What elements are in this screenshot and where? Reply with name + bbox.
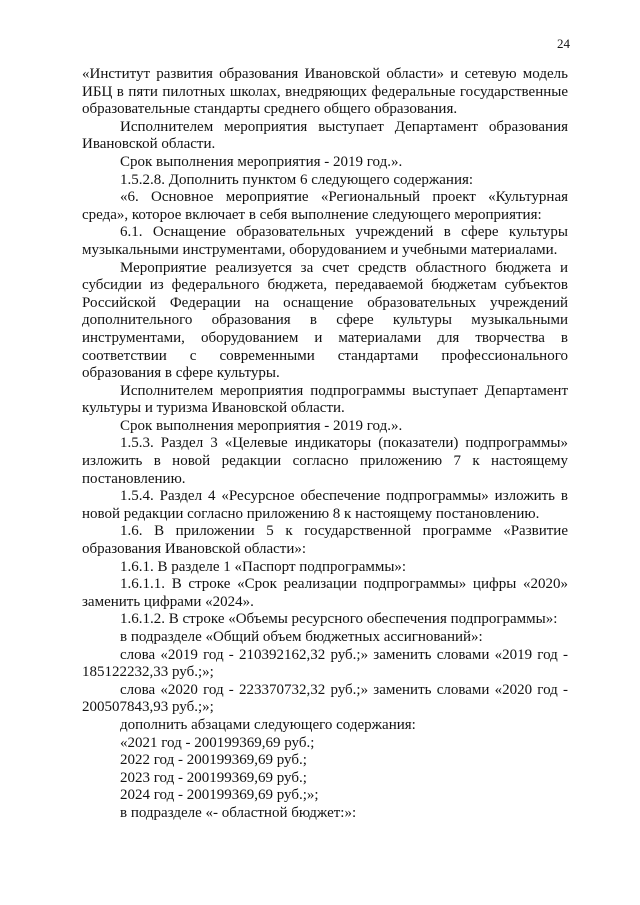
paragraph: слова «2020 год - 223370732,32 руб.;» заменить словами «2020 год - 200507843,93 руб.;»; <box>82 681 568 716</box>
paragraph: 1.5.3. Раздел 3 «Целевые индикаторы (показатели) подпрограммы» изложить в новой редакции согласно приложению 7 к настоящему постановлению. <box>82 435 568 487</box>
page-number: 24 <box>557 36 570 51</box>
paragraph: дополнить абзацами следующего содержания: <box>120 716 416 733</box>
paragraph: «Институт развития образования Ивановской области» и сетевую модель ИБЦ в пяти пилотных школах, внедряющих федеральные государственные образовательные стандарты среднего общего образования. <box>82 66 568 118</box>
paragraph: 2023 год - 200199369,69 руб.; <box>120 769 307 786</box>
paragraph: 2022 год - 200199369,69 руб.; <box>120 752 307 769</box>
paragraph: слова «2019 год - 210392162,32 руб.;» заменить словами «2019 год - 185122232,33 руб.;»; <box>82 646 568 681</box>
paragraph: 1.5.4. Раздел 4 «Ресурсное обеспечение подпрограммы» изложить в новой редакции согласно приложению 8 к настоящему постановлению. <box>82 488 568 522</box>
paragraph: «2021 год - 200199369,69 руб.; <box>120 734 315 751</box>
paragraph: Мероприятие реализуется за счет средств областного бюджета и субсидии из федерального бюджета, передаваемой бюджетам субъектов Российской Федерации на оснащение образовательных учреждений дополнительного образования в сфере культуры музыкальными инструментами, оборудованием и материалами для творчества в соответствии с современными стандартами профессионального образования в сфере культуры. <box>82 259 568 382</box>
paragraph: в подразделе «- областной бюджет:»: <box>120 804 357 821</box>
paragraph: 1.6.1. В разделе 1 «Паспорт подпрограммы»: <box>120 558 407 575</box>
paragraph: в подразделе «Общий объем бюджетных ассигнований»: <box>120 629 483 645</box>
paragraph: 1.5.2.8. Дополнить пунктом 6 следующего содержания: <box>120 171 474 188</box>
paragraph: «6. Основное мероприятие «Региональный проект «Культурная среда», которое включает в себя выполнение следующего мероприятия: <box>82 189 568 223</box>
paragraph: 1.6.1.1. В строке «Срок реализации подпрограммы» цифры «2020» заменить цифрами «2024». <box>82 576 568 610</box>
paragraph: Исполнителем мероприятия выступает Департамент образования Ивановской области. <box>82 118 568 153</box>
paragraph: 1.6. В приложении 5 к государственной программе «Развитие образования Ивановской области»: <box>82 523 568 558</box>
paragraph: 2024 год - 200199369,69 руб.;»; <box>120 787 319 804</box>
paragraph: 1.6.1.2. В строке «Объемы ресурсного обеспечения подпрограммы»: <box>120 611 558 628</box>
paragraph: Срок выполнения мероприятия - 2019 год.». <box>120 417 403 434</box>
paragraph: 6.1. Оснащение образовательных учреждений в сфере культуры музыкальными инструментами, оборудованием и учебными материалами. <box>82 224 568 258</box>
paragraph: Исполнителем мероприятия подпрограммы выступает Департамент культуры и туризма Ивановской области. <box>82 382 568 417</box>
paragraph: Срок выполнения мероприятия - 2019 год.». <box>120 153 403 170</box>
document-body <box>82 66 568 823</box>
